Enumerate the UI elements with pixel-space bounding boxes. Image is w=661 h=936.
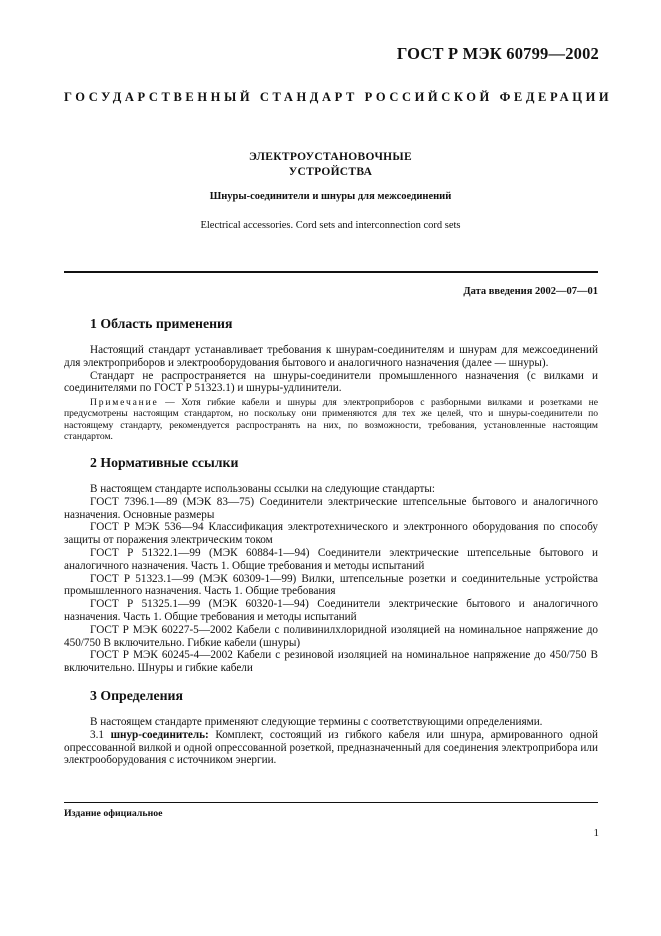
section-3-heading: 3 Определения [90,687,183,703]
section-1-paragraph-2: Стандарт не распространяется на шнуры-соединители промышленного назначения (с вилками и соединителями по ГОСТ Р 51323.1) и шнуры-удлинители. [64,369,598,395]
section-1-heading: 1 Область применения [90,316,233,331]
document-body [64,316,598,767]
reference-item: ГОСТ Р 51325.1—99 (МЭК 60320-1—94) Соединители электрические бытового и аналогичного назначения. Часть 1. Общие требования и методы испытаний [64,598,598,623]
document-title [64,150,597,180]
introduction-date: Дата введения 2002—07—01 [463,286,598,297]
divider-top [64,271,598,273]
definition-term: шнур-соединитель: [110,728,209,741]
reference-item: ГОСТ 7396.1—89 (МЭК 83—75) Соединители электрические штепсельные бытового и аналогичного назначения. Основные размеры [64,495,598,521]
document-code: ГОСТ Р МЭК 60799—2002 [396,44,599,63]
reference-item: ГОСТ Р МЭК 60227-5—2002 Кабели с поливинилхлоридной изоляцией на номинальное напряжение до 450/750 В включительно. Гибкие кабели (шнуры) [64,623,598,649]
reference-item: ГОСТ Р МЭК 536—94 Классификация электротехнического и электронного оборудования по способу защиты от поражения электрическим током [64,521,598,547]
reference-item: ГОСТ Р 51322.1—99 (МЭК 60884-1—94) Соединители электрические штепсельные бытового и аналогичного назначения. Часть 1. Общие требования и методы испытаний [64,546,598,572]
state-standard-header: ГОСУДАРСТВЕННЫЙ СТАНДАРТ РОССИЙСКОЙ ФЕДЕРАЦИИ [64,90,613,104]
note-text: — Хотя гибкие кабели и шнуры для электроприборов с разборными вилками и розетками не предусмотрены настоящим стандартом, но поскольку они применяются для тех же целей, что и шнуры-соединители по настоящему стандарту, рекомендуется распространять на них, по возможности, требования, установленные настоящим стандартом. [64,397,598,442]
section-1-paragraph-1: Настоящий стандарт устанавливает требования к шнурам-соединителям и шнурам для межсоединений для электроприборов и электрооборудования бытового и аналогичного назначения (далее — шнуры). [64,344,598,369]
document-subtitle: Шнуры-соединители и шнуры для межсоединений [209,191,452,202]
definition-3-1 [64,729,598,767]
definition-number: 3.1 [90,728,111,741]
reference-item: ГОСТ Р МЭК 60245-4—2002 Кабели с резиновой изоляцией на номинальное напряжение до 450/750 В включительно. Шнуры и гибкие кабели [64,649,598,675]
edition-label: Издание официальное [64,808,163,819]
divider-bottom [64,802,598,803]
definition-text: Комплект, состоящий из гибкого кабеля или шнура, армированного одной опрессованной вилкой и одной опрессованной розеткой, предназначенный для соединения электроприбора или электрооборудования с источником энергии. [64,728,598,767]
page-number: 1 [593,827,599,839]
section-3-intro: В настоящем стандарте применяют следующие термины с соответствующими определениями. [90,715,543,728]
section-1-note [64,397,598,442]
title-line-2: УСТРОЙСТВА [288,166,373,178]
english-title: Electrical accessories. Cord sets and interconnection cord sets [200,220,461,231]
reference-item: ГОСТ Р 51323.1—99 (МЭК 60309-1—99) Вилки, штепсельные розетки и соединительные устройства промышленного назначения. Часть 1. Общие требования [64,572,598,598]
title-line-1: ЭЛЕКТРОУСТАНОВОЧНЫЕ [249,151,412,163]
section-2-intro: В настоящем стандарте использованы ссылки на следующие стандарты: [90,483,435,495]
section-2-heading: 2 Нормативные ссылки [90,455,239,470]
note-label: Примечание [90,397,159,409]
